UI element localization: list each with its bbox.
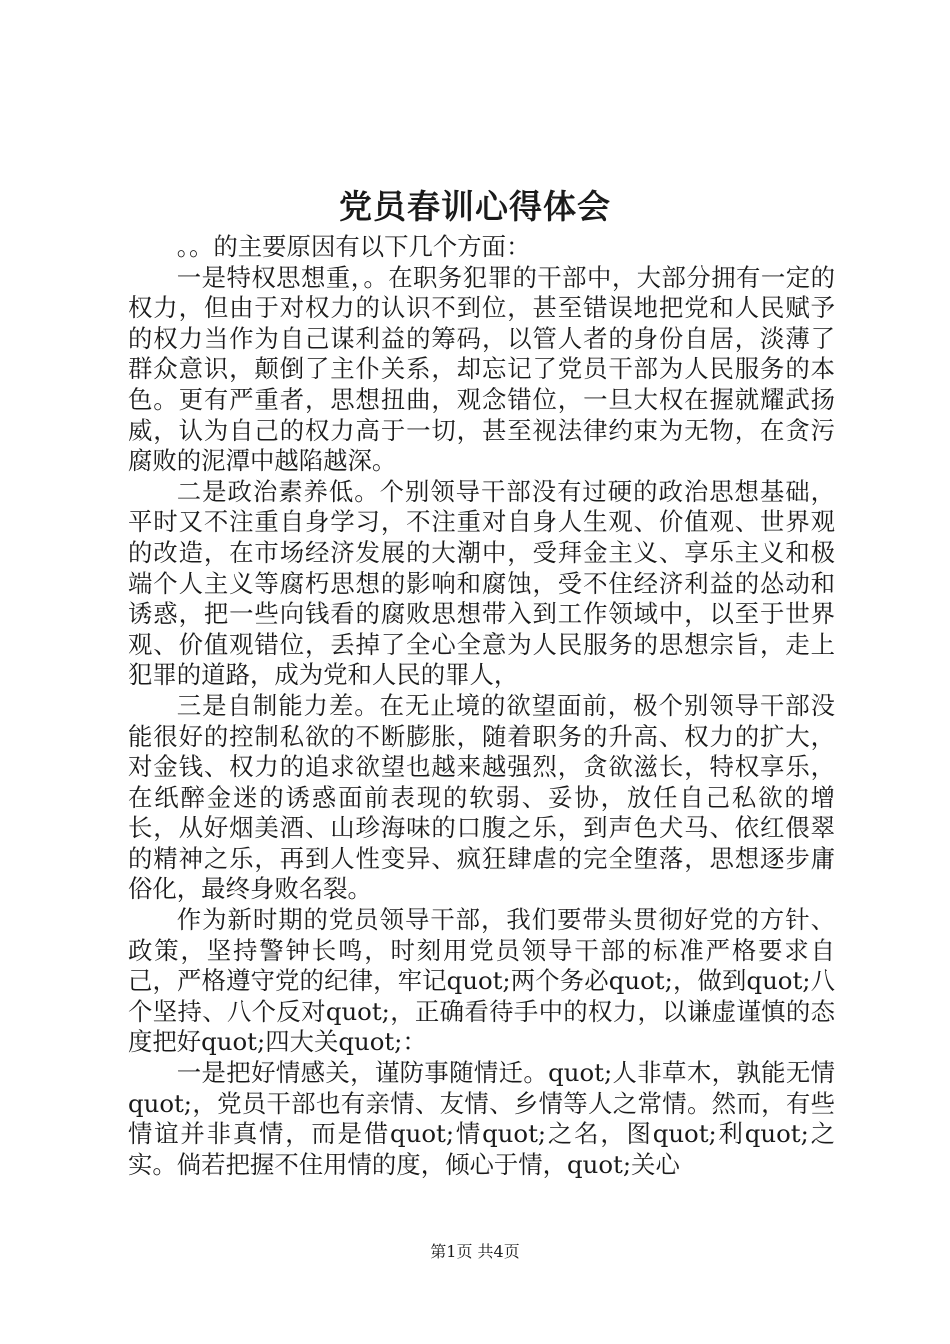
paragraph-emotion-gate: 一是把好情感关，谨防事随情迁。quot;人非草木，孰能无情quot;，党员干部也有亲情、友情、乡情等人之常情。然而，有些情谊并非真情，而是借quot;情quot;之名，图quot;利quot;之实。倘若把握不住用情的度，倾心于情，quot;关心	[128, 1058, 835, 1179]
page-number-footer: 第1页 共4页	[430, 1242, 520, 1261]
paragraph-new-era-cadres: 作为新时期的党员领导干部，我们要带头贯彻好党的方针、政策，坚持警钟长鸣，时刻用党员领导干部的标准严格要求自己，严格遵守党的纪律，牢记quot;两个务必quot;，做到quot;八个坚持、八个反对quot;，正确看待手中的权力，以谦虚谨慎的态度把好quot;四大关quot;：	[128, 905, 835, 1057]
paragraph-self-control: 三是自制能力差。在无止境的欲望面前，极个别领导干部没能很好的控制私欲的不断膨胀，随着职务的升高、权力的扩大，对金钱、权力的追求欲望也越来越强烈，贪欲滋长，特权享乐，在纸醉金迷的诱惑面前表现的软弱、妥协，放任自己私欲的增长，从好烟美酒、山珍海味的口腹之乐，到声色犬马、依红偎翠的精神之乐，再到人性变异、疯狂肆虐的完全堕落，思想逐步庸俗化，最终身败名裂。	[128, 690, 835, 904]
paragraph-political-literacy: 二是政治素养低。个别领导干部没有过硬的政治思想基础，平时又不注重自身学习，不注重对自身人生观、价值观、世界观的改造，在市场经济发展的大潮中，受拜金主义、享乐主义和极端个人主义等腐朽思想的影响和腐蚀，受不住经济利益的怂动和诱惑，把一些向钱看的腐败思想带入到工作领域中，以至于世界观、价值观错位，丢掉了全心全意为人民服务的思想宗旨，走上犯罪的道路，成为党和人民的罪人，	[128, 476, 835, 690]
paragraph-intro: 。。的主要原因有以下几个方面：	[176, 232, 531, 261]
document-body	[128, 232, 835, 1180]
paragraph-privilege: 一是特权思想重，。在职务犯罪的干部中，大部分拥有一定的权力，但由于对权力的认识不到位，甚至错误地把党和人民赋予的权力当作为自己谋利益的筹码，以管人者的身份自居，淡薄了群众意识，颠倒了主仆关系，却忘记了党员干部为人民服务的本色。更有严重者，思想扭曲，观念错位，一旦大权在握就耀武扬威，认为自己的权力高于一切，甚至视法律约束为无物，在贪污腐败的泥潭中越陷越深。	[128, 262, 835, 476]
document-title: 党员春训心得体会	[339, 187, 611, 226]
